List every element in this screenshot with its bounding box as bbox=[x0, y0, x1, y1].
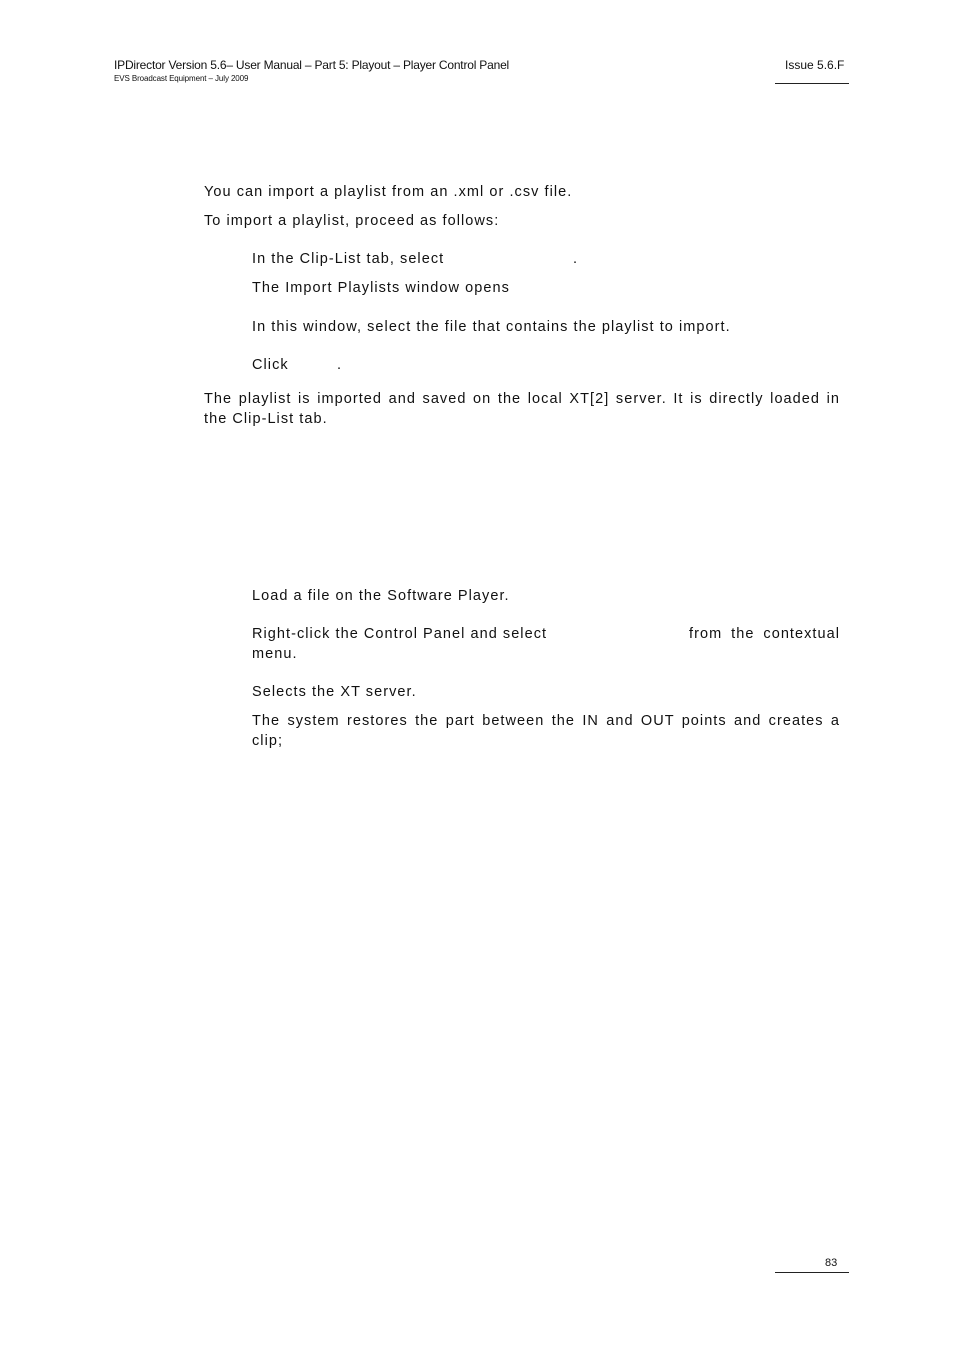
header-subtitle: EVS Broadcast Equipment – July 2009 bbox=[114, 74, 249, 83]
import-step-3: Click bbox=[252, 357, 289, 373]
restore-step-1: Load a file on the Software Player. bbox=[252, 588, 510, 604]
import-step-2: In this window, select the file that contains the playlist to import. bbox=[252, 319, 731, 335]
import-result: The playlist is imported and saved on the local XT[2] server. It is directly loaded in the Clip-List tab. bbox=[204, 391, 840, 427]
import-intro: You can import a playlist from an .xml or .csv file. bbox=[204, 184, 573, 200]
import-lead: To import a playlist, proceed as follows: bbox=[204, 213, 500, 229]
import-step-1-result: The Import Playlists window opens bbox=[252, 280, 510, 296]
import-step-3-period: . bbox=[337, 357, 343, 373]
page-number: 83 bbox=[825, 1257, 838, 1269]
restore-step-4: The system restores the part between the IN and OUT points and creates a clip; bbox=[252, 713, 840, 749]
import-step-1: In the Clip-List tab, select bbox=[252, 251, 445, 267]
restore-step-2-part-2: from the contextual menu. bbox=[252, 626, 840, 662]
restore-step-2-part-1: Right-click the Control Panel and select bbox=[252, 626, 548, 642]
import-step-1-period: . bbox=[573, 251, 579, 267]
header-title: IPDirector Version 5.6– User Manual – Part 5: Playout – Player Control Panel bbox=[114, 58, 510, 72]
header-divider bbox=[775, 83, 849, 84]
header-issue: Issue 5.6.F bbox=[785, 58, 845, 72]
restore-step-3: Selects the XT server. bbox=[252, 684, 417, 700]
footer-divider bbox=[775, 1272, 849, 1273]
